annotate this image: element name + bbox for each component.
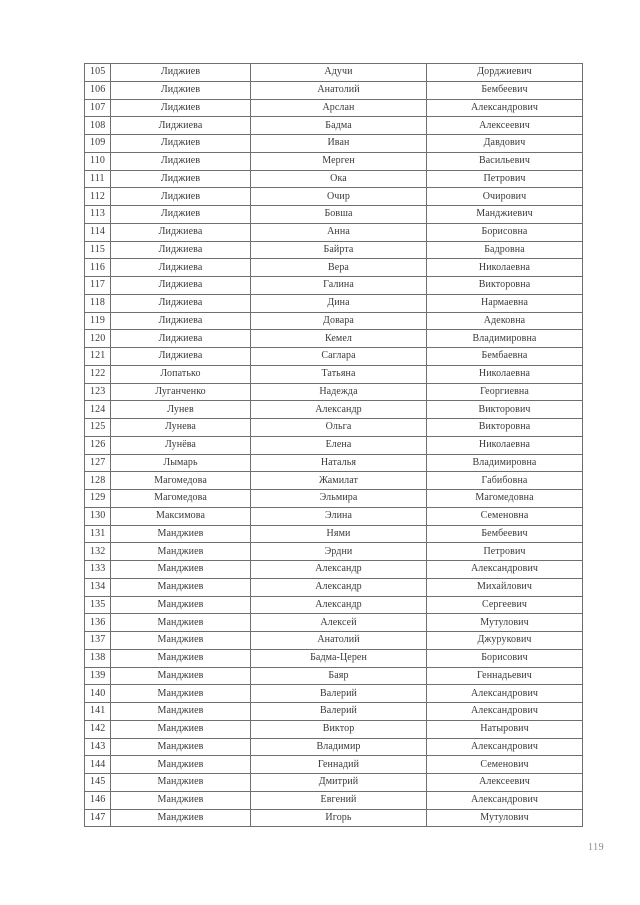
table-row bbox=[85, 188, 583, 206]
row-number-cell: 106 bbox=[85, 81, 111, 99]
first-name-cell: Надежда bbox=[251, 383, 427, 401]
first-name-cell: Валерий bbox=[251, 685, 427, 703]
table-row bbox=[85, 649, 583, 667]
table-row bbox=[85, 756, 583, 774]
first-name-cell: Элина bbox=[251, 507, 427, 525]
last-name-cell: Манджиев bbox=[111, 738, 251, 756]
patronymic-cell: Александрович bbox=[427, 703, 583, 721]
table-row bbox=[85, 720, 583, 738]
table-row bbox=[85, 561, 583, 579]
row-number-cell: 144 bbox=[85, 756, 111, 774]
table-row bbox=[85, 490, 583, 508]
patronymic-cell: Дорджиевич bbox=[427, 64, 583, 82]
first-name-cell: Арслан bbox=[251, 99, 427, 117]
last-name-cell: Манджиев bbox=[111, 632, 251, 650]
first-name-cell: Алексей bbox=[251, 614, 427, 632]
last-name-cell: Лиджиев bbox=[111, 64, 251, 82]
row-number-cell: 134 bbox=[85, 578, 111, 596]
last-name-cell: Лунёва bbox=[111, 436, 251, 454]
patronymic-cell: Адековна bbox=[427, 312, 583, 330]
first-name-cell: Кемел bbox=[251, 330, 427, 348]
patronymic-cell: Манджиевич bbox=[427, 206, 583, 224]
last-name-cell: Манджиев bbox=[111, 667, 251, 685]
first-name-cell: Довара bbox=[251, 312, 427, 330]
table-row bbox=[85, 348, 583, 366]
row-number-cell: 147 bbox=[85, 809, 111, 827]
table-row bbox=[85, 99, 583, 117]
table-row bbox=[85, 64, 583, 82]
row-number-cell: 105 bbox=[85, 64, 111, 82]
last-name-cell: Лиджиев bbox=[111, 206, 251, 224]
first-name-cell: Эрдни bbox=[251, 543, 427, 561]
first-name-cell: Мерген bbox=[251, 152, 427, 170]
row-number-cell: 135 bbox=[85, 596, 111, 614]
first-name-cell: Александр bbox=[251, 578, 427, 596]
row-number-cell: 123 bbox=[85, 383, 111, 401]
patronymic-cell: Давдович bbox=[427, 135, 583, 153]
first-name-cell: Дмитрий bbox=[251, 774, 427, 792]
last-name-cell: Лиджиева bbox=[111, 330, 251, 348]
row-number-cell: 107 bbox=[85, 99, 111, 117]
row-number-cell: 140 bbox=[85, 685, 111, 703]
first-name-cell: Ока bbox=[251, 170, 427, 188]
last-name-cell: Магомедова bbox=[111, 490, 251, 508]
patronymic-cell: Викторовна bbox=[427, 277, 583, 295]
last-name-cell: Лиджиева bbox=[111, 117, 251, 135]
row-number-cell: 141 bbox=[85, 703, 111, 721]
first-name-cell: Вера bbox=[251, 259, 427, 277]
first-name-cell: Татьяна bbox=[251, 365, 427, 383]
patronymic-cell: Алексеевич bbox=[427, 774, 583, 792]
first-name-cell: Жамилат bbox=[251, 472, 427, 490]
table-row bbox=[85, 632, 583, 650]
table-row bbox=[85, 543, 583, 561]
table-row bbox=[85, 809, 583, 827]
first-name-cell: Анатолий bbox=[251, 81, 427, 99]
patronymic-cell: Александрович bbox=[427, 99, 583, 117]
row-number-cell: 146 bbox=[85, 791, 111, 809]
row-number-cell: 142 bbox=[85, 720, 111, 738]
patronymic-cell: Габибовна bbox=[427, 472, 583, 490]
first-name-cell: Анна bbox=[251, 223, 427, 241]
last-name-cell: Лиджиева bbox=[111, 348, 251, 366]
last-name-cell: Лунева bbox=[111, 419, 251, 437]
first-name-cell: Владимир bbox=[251, 738, 427, 756]
row-number-cell: 114 bbox=[85, 223, 111, 241]
table-row bbox=[85, 578, 583, 596]
row-number-cell: 129 bbox=[85, 490, 111, 508]
table-row bbox=[85, 81, 583, 99]
last-name-cell: Максимова bbox=[111, 507, 251, 525]
patronymic-cell: Бембеевич bbox=[427, 81, 583, 99]
last-name-cell: Лиджиев bbox=[111, 152, 251, 170]
patronymic-cell: Николаевна bbox=[427, 436, 583, 454]
row-number-cell: 122 bbox=[85, 365, 111, 383]
row-number-cell: 124 bbox=[85, 401, 111, 419]
last-name-cell: Луганченко bbox=[111, 383, 251, 401]
first-name-cell: Дина bbox=[251, 294, 427, 312]
first-name-cell: Александр bbox=[251, 561, 427, 579]
last-name-cell: Манджиев bbox=[111, 703, 251, 721]
last-name-cell: Лиджиев bbox=[111, 135, 251, 153]
patronymic-cell: Петрович bbox=[427, 543, 583, 561]
patronymic-cell: Александрович bbox=[427, 561, 583, 579]
last-name-cell: Лиджиев bbox=[111, 170, 251, 188]
patronymic-cell: Петрович bbox=[427, 170, 583, 188]
patronymic-cell: Очирович bbox=[427, 188, 583, 206]
roster-table bbox=[84, 63, 583, 827]
patronymic-cell: Васильевич bbox=[427, 152, 583, 170]
first-name-cell: Галина bbox=[251, 277, 427, 295]
last-name-cell: Манджиев bbox=[111, 543, 251, 561]
patronymic-cell: Бадровна bbox=[427, 241, 583, 259]
patronymic-cell: Георгиевна bbox=[427, 383, 583, 401]
row-number-cell: 143 bbox=[85, 738, 111, 756]
last-name-cell: Магомедова bbox=[111, 472, 251, 490]
first-name-cell: Евгений bbox=[251, 791, 427, 809]
patronymic-cell: Владимировна bbox=[427, 454, 583, 472]
first-name-cell: Иван bbox=[251, 135, 427, 153]
last-name-cell: Лиджиева bbox=[111, 241, 251, 259]
row-number-cell: 130 bbox=[85, 507, 111, 525]
last-name-cell: Манджиев bbox=[111, 756, 251, 774]
last-name-cell: Манджиев bbox=[111, 720, 251, 738]
last-name-cell: Лиджиев bbox=[111, 81, 251, 99]
first-name-cell: Александр bbox=[251, 596, 427, 614]
patronymic-cell: Бембаевна bbox=[427, 348, 583, 366]
table-row bbox=[85, 614, 583, 632]
table-row bbox=[85, 791, 583, 809]
last-name-cell: Лиджиев bbox=[111, 188, 251, 206]
last-name-cell: Лиджиев bbox=[111, 99, 251, 117]
last-name-cell: Лунев bbox=[111, 401, 251, 419]
row-number-cell: 116 bbox=[85, 259, 111, 277]
first-name-cell: Нями bbox=[251, 525, 427, 543]
last-name-cell: Манджиев bbox=[111, 774, 251, 792]
first-name-cell: Игорь bbox=[251, 809, 427, 827]
last-name-cell: Лиджиева bbox=[111, 277, 251, 295]
row-number-cell: 121 bbox=[85, 348, 111, 366]
first-name-cell: Баяр bbox=[251, 667, 427, 685]
table-row bbox=[85, 507, 583, 525]
patronymic-cell: Бембеевич bbox=[427, 525, 583, 543]
row-number-cell: 132 bbox=[85, 543, 111, 561]
first-name-cell: Адучи bbox=[251, 64, 427, 82]
patronymic-cell: Борисовна bbox=[427, 223, 583, 241]
patronymic-cell: Александрович bbox=[427, 791, 583, 809]
row-number-cell: 112 bbox=[85, 188, 111, 206]
row-number-cell: 136 bbox=[85, 614, 111, 632]
last-name-cell: Лопатько bbox=[111, 365, 251, 383]
roster-table-body bbox=[85, 64, 583, 827]
row-number-cell: 128 bbox=[85, 472, 111, 490]
table-row bbox=[85, 738, 583, 756]
first-name-cell: Валерий bbox=[251, 703, 427, 721]
table-row bbox=[85, 525, 583, 543]
last-name-cell: Манджиев bbox=[111, 791, 251, 809]
row-number-cell: 119 bbox=[85, 312, 111, 330]
row-number-cell: 111 bbox=[85, 170, 111, 188]
patronymic-cell: Семеновна bbox=[427, 507, 583, 525]
table-row bbox=[85, 170, 583, 188]
row-number-cell: 138 bbox=[85, 649, 111, 667]
row-number-cell: 137 bbox=[85, 632, 111, 650]
row-number-cell: 108 bbox=[85, 117, 111, 135]
first-name-cell: Виктор bbox=[251, 720, 427, 738]
last-name-cell: Манджиев bbox=[111, 596, 251, 614]
row-number-cell: 117 bbox=[85, 277, 111, 295]
last-name-cell: Лымарь bbox=[111, 454, 251, 472]
row-number-cell: 126 bbox=[85, 436, 111, 454]
last-name-cell: Манджиев bbox=[111, 649, 251, 667]
patronymic-cell: Владимировна bbox=[427, 330, 583, 348]
table-row bbox=[85, 436, 583, 454]
table-row bbox=[85, 152, 583, 170]
patronymic-cell: Мутулович bbox=[427, 614, 583, 632]
table-row bbox=[85, 312, 583, 330]
table-row bbox=[85, 454, 583, 472]
first-name-cell: Бадма bbox=[251, 117, 427, 135]
row-number-cell: 120 bbox=[85, 330, 111, 348]
last-name-cell: Манджиев bbox=[111, 614, 251, 632]
table-row bbox=[85, 667, 583, 685]
patronymic-cell: Геннадьевич bbox=[427, 667, 583, 685]
table-row bbox=[85, 294, 583, 312]
table-row bbox=[85, 774, 583, 792]
table-row bbox=[85, 223, 583, 241]
patronymic-cell: Семенович bbox=[427, 756, 583, 774]
table-row bbox=[85, 685, 583, 703]
patronymic-cell: Магомедовна bbox=[427, 490, 583, 508]
patronymic-cell: Александрович bbox=[427, 738, 583, 756]
first-name-cell: Анатолий bbox=[251, 632, 427, 650]
table-row bbox=[85, 277, 583, 295]
first-name-cell: Наталья bbox=[251, 454, 427, 472]
patronymic-cell: Нармаевна bbox=[427, 294, 583, 312]
patronymic-cell: Викторович bbox=[427, 401, 583, 419]
table-row bbox=[85, 365, 583, 383]
first-name-cell: Эльмира bbox=[251, 490, 427, 508]
row-number-cell: 127 bbox=[85, 454, 111, 472]
table-row bbox=[85, 401, 583, 419]
last-name-cell: Манджиев bbox=[111, 685, 251, 703]
patronymic-cell: Мутулович bbox=[427, 809, 583, 827]
first-name-cell: Саглара bbox=[251, 348, 427, 366]
last-name-cell: Лиджиева bbox=[111, 312, 251, 330]
last-name-cell: Лиджиева bbox=[111, 223, 251, 241]
table-row bbox=[85, 383, 583, 401]
first-name-cell: Бовша bbox=[251, 206, 427, 224]
page-number: 119 bbox=[588, 842, 605, 853]
table-row bbox=[85, 419, 583, 437]
first-name-cell: Байрта bbox=[251, 241, 427, 259]
table-row bbox=[85, 135, 583, 153]
patronymic-cell: Викторовна bbox=[427, 419, 583, 437]
first-name-cell: Геннадий bbox=[251, 756, 427, 774]
last-name-cell: Лиджиева bbox=[111, 259, 251, 277]
table-row bbox=[85, 330, 583, 348]
patronymic-cell: Натырович bbox=[427, 720, 583, 738]
patronymic-cell: Михайлович bbox=[427, 578, 583, 596]
patronymic-cell: Николаевна bbox=[427, 259, 583, 277]
patronymic-cell: Александрович bbox=[427, 685, 583, 703]
row-number-cell: 125 bbox=[85, 419, 111, 437]
patronymic-cell: Николаевна bbox=[427, 365, 583, 383]
last-name-cell: Манджиев bbox=[111, 809, 251, 827]
last-name-cell: Манджиев bbox=[111, 561, 251, 579]
row-number-cell: 139 bbox=[85, 667, 111, 685]
row-number-cell: 118 bbox=[85, 294, 111, 312]
first-name-cell: Очир bbox=[251, 188, 427, 206]
table-row bbox=[85, 206, 583, 224]
first-name-cell: Елена bbox=[251, 436, 427, 454]
table-row bbox=[85, 596, 583, 614]
last-name-cell: Лиджиева bbox=[111, 294, 251, 312]
table-row bbox=[85, 472, 583, 490]
patronymic-cell: Алексеевич bbox=[427, 117, 583, 135]
first-name-cell: Ольга bbox=[251, 419, 427, 437]
patronymic-cell: Сергеевич bbox=[427, 596, 583, 614]
row-number-cell: 115 bbox=[85, 241, 111, 259]
patronymic-cell: Джурукович bbox=[427, 632, 583, 650]
row-number-cell: 133 bbox=[85, 561, 111, 579]
table-row bbox=[85, 117, 583, 135]
row-number-cell: 145 bbox=[85, 774, 111, 792]
first-name-cell: Бадма-Церен bbox=[251, 649, 427, 667]
table-row bbox=[85, 241, 583, 259]
table-row bbox=[85, 259, 583, 277]
last-name-cell: Манджиев bbox=[111, 525, 251, 543]
row-number-cell: 113 bbox=[85, 206, 111, 224]
row-number-cell: 131 bbox=[85, 525, 111, 543]
patronymic-cell: Борисович bbox=[427, 649, 583, 667]
roster-sheet bbox=[84, 63, 583, 827]
last-name-cell: Манджиев bbox=[111, 578, 251, 596]
row-number-cell: 109 bbox=[85, 135, 111, 153]
table-row bbox=[85, 703, 583, 721]
row-number-cell: 110 bbox=[85, 152, 111, 170]
first-name-cell: Александр bbox=[251, 401, 427, 419]
